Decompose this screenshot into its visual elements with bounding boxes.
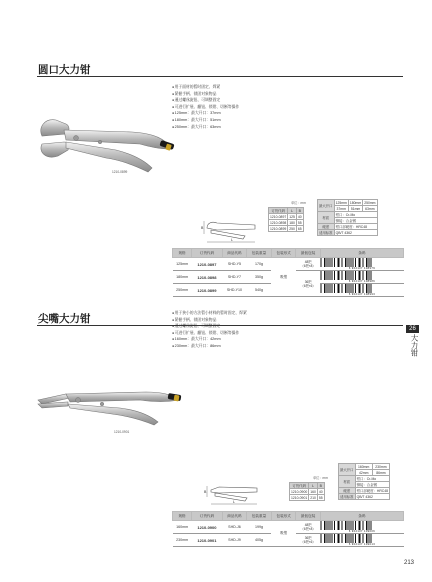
- page-number: 213: [404, 560, 415, 566]
- side-tab-label: 大力钳: [410, 334, 419, 357]
- feature-item: ● 可进行扩展、翻钮、锁钳、切断等操作: [172, 330, 247, 337]
- order-code-cell: 1210-0900: [192, 521, 223, 534]
- dim-header: L: [288, 208, 297, 214]
- dim-B-label: B: [201, 226, 204, 230]
- section2-features: [172, 310, 247, 350]
- spec-cell: 51mm: [348, 206, 362, 212]
- feature-item: ● 180mm：最大开口：51mm: [172, 117, 239, 124]
- spec-standard-label: 适用标准: [340, 495, 354, 499]
- spec-opening-label: 最大开口: [318, 200, 335, 212]
- dim-cell: 180: [289, 220, 295, 225]
- spec-cell: 钳口：Cr-Mo: [355, 476, 389, 482]
- barcode-number: 6 902137 108993: [348, 293, 376, 296]
- long-nose-pliers-image: [36, 378, 184, 428]
- product-header: 条码: [320, 512, 403, 521]
- barcode-cell: [320, 284, 403, 297]
- spec-cell: 86mm: [372, 470, 389, 476]
- spec-cell: 230mm: [173, 534, 192, 547]
- spec-material-label: 材质: [318, 212, 335, 224]
- spec-cell: 钳口：Cr-Mo: [334, 212, 377, 218]
- dim-cell: 1210-0901: [291, 495, 308, 500]
- min-pack-cell: 48把 （6把×8）: [296, 258, 321, 271]
- feature-item: ● 通过螺丝旋钮、可调整固定: [172, 97, 239, 104]
- feature-item: ● 紧握手柄、锁固对象物品: [172, 91, 239, 98]
- barcode-image: [320, 258, 372, 267]
- order-code-cell: 1210-0899: [192, 284, 223, 297]
- dim-cell: 40: [297, 214, 302, 219]
- section2-spec-table: [338, 463, 390, 500]
- section1-spec-table: [317, 199, 378, 236]
- min-pack-cell: 48把 （6把×8）: [296, 521, 321, 534]
- order-code-cell: 1210-0898: [192, 271, 223, 284]
- curved-jaw-pliers-image: [36, 100, 178, 180]
- spec-cell: QB/T 4362: [355, 494, 389, 500]
- barcode-cell: [320, 258, 403, 271]
- product-header: 包装形式: [271, 249, 296, 258]
- section2-unit-label: 单位：mm: [313, 476, 328, 480]
- dim-B-label: B: [204, 490, 207, 494]
- spec-cell: 钳口部硬度：HRC48: [356, 489, 389, 493]
- spec-opening-label: 最大开口: [339, 464, 356, 476]
- barcode-image: [320, 284, 372, 293]
- spec-cell: 250mm: [173, 284, 192, 297]
- feature-item: ● 250mm：最大开口：63mm: [172, 124, 239, 131]
- weight-cell: 405g: [247, 534, 272, 547]
- pack-form-cell: 吸塑: [271, 258, 296, 297]
- section2-code-tag: 1210-0901: [114, 430, 130, 434]
- dim-header: L: [309, 483, 318, 489]
- barcode-number: 6 902137 108986: [348, 280, 376, 283]
- section2-title: 尖嘴大力钳: [38, 313, 91, 325]
- product-header: 条码: [320, 249, 403, 258]
- section1-code-tag: 1210-0899: [112, 170, 128, 174]
- dim-cell: 1210-0900: [291, 489, 308, 494]
- dim-header: B: [296, 208, 303, 214]
- feature-item: ● 用于狭小的方法暂小材料的暂时固定、焊紧: [172, 310, 247, 317]
- spec-standard-label: 适用标准: [319, 231, 333, 235]
- dim-header: B: [317, 483, 324, 489]
- spec-cell: 63mm: [363, 206, 377, 212]
- dim-cell: 65: [297, 226, 302, 231]
- barcode-image: [320, 271, 372, 280]
- product-header: 包装重量: [247, 512, 272, 521]
- dim-cell: 1210-0899: [270, 226, 287, 231]
- spec-cell: 180mm: [349, 200, 362, 205]
- dim-cell: 40: [318, 489, 323, 494]
- feature-item: ● 125mm：最大开口：37mm: [172, 110, 239, 117]
- order-code-cell: 1210-0897: [192, 258, 223, 271]
- feature-item: ● 通过螺丝旋钮、可调整固定: [172, 323, 247, 330]
- product-code-cell: SHD-Y5: [222, 258, 247, 271]
- dim-cell: 250: [289, 226, 295, 231]
- product-header: 商品代码: [222, 249, 247, 258]
- barcode-image: [320, 521, 372, 530]
- spec-cell: 125mm: [335, 200, 347, 205]
- spec-cell: 铆接：合金钢: [355, 482, 389, 488]
- barcode-number: 6 902137 108979: [348, 267, 376, 270]
- barcode-cell: [320, 271, 403, 284]
- product-header: 规格: [173, 512, 192, 521]
- spec-cell: 250mm: [364, 200, 376, 205]
- spec-cell: QB/T 4362: [334, 230, 377, 236]
- spec-cell: 230mm: [372, 464, 389, 470]
- dim-header: 订货代码: [269, 208, 288, 214]
- feature-item: ● 紧握手柄、锁固对象物品: [172, 317, 247, 324]
- product-header: 商品代码: [222, 512, 247, 521]
- weight-cell: 170g: [247, 258, 272, 271]
- section2-dim-table: [289, 482, 325, 501]
- section1-unit-label: 单位：mm: [291, 201, 306, 205]
- product-header: 订货代码: [192, 249, 223, 258]
- dim-header: 订货代码: [290, 483, 309, 489]
- barcode-number: 6 902137 109013: [348, 543, 376, 546]
- dim-cell: 1210-0897: [270, 214, 287, 219]
- feature-item: ● 用于面材的暂时固定、焊紧: [172, 84, 239, 91]
- spec-hardness-label: 硬度: [339, 488, 356, 494]
- spec-cell: 160mm: [173, 521, 192, 534]
- spec-cell: 铆接：合金钢: [334, 218, 377, 224]
- weight-cell: 540g: [247, 284, 272, 297]
- dim-cell: 160: [310, 489, 316, 494]
- product-header: 规格: [173, 249, 192, 258]
- spec-cell: 42mm: [355, 470, 372, 476]
- spec-cell: 160mm: [355, 464, 372, 470]
- product-header: 包装重量: [247, 249, 272, 258]
- spec-cell: 125mm: [173, 258, 192, 271]
- product-code-cell: SHD-J6: [222, 521, 247, 534]
- product-header: 包装形式: [271, 512, 296, 521]
- dim-cell: 55: [318, 495, 323, 500]
- product-header: 最低包装: [296, 249, 321, 258]
- dim-cell: 125: [289, 214, 295, 219]
- section1-title: 圆口大力钳: [38, 64, 91, 76]
- section1-product-table: [172, 248, 404, 297]
- product-code-cell: SHD-Y7: [222, 271, 247, 284]
- weight-cell: 350g: [247, 271, 272, 284]
- spec-hardness-label: 硬度: [318, 224, 335, 230]
- table-row: [173, 258, 404, 271]
- barcode-cell: [320, 521, 403, 534]
- product-code-cell: SHD-Y10: [222, 284, 247, 297]
- spec-cell: 37mm: [334, 206, 348, 212]
- product-code-cell: SHD-J9: [222, 534, 247, 547]
- dim-L-label: L: [233, 500, 235, 504]
- feature-item: ● 230mm：最大开口：86mm: [172, 343, 247, 350]
- barcode-image: [320, 534, 372, 543]
- section1-rule: [37, 76, 403, 77]
- min-pack-cell: 36把 （6把×6）: [296, 271, 321, 297]
- section2-product-table: [172, 511, 404, 547]
- product-header: 最低包装: [296, 512, 321, 521]
- section1-features: [172, 84, 239, 130]
- dim-L-label: L: [231, 238, 233, 242]
- feature-item: ● 可进行扩展、翻钮、锁钳、切断等操作: [172, 104, 239, 111]
- spec-material-label: 材质: [339, 476, 356, 488]
- side-tab-number: 26: [406, 325, 419, 333]
- section1-dim-table: [268, 207, 304, 232]
- spec-cell: 180mm: [173, 271, 192, 284]
- order-code-cell: 1210-0901: [192, 534, 223, 547]
- barcode-number: 6 902137 109006: [348, 530, 376, 533]
- min-pack-cell: 36把 （6把×6）: [296, 534, 321, 547]
- pliers-dimension-drawing: [205, 476, 263, 506]
- table-row: [173, 521, 404, 534]
- feature-item: ● 160mm：最大开口：42mm: [172, 336, 247, 343]
- dim-cell: 55: [297, 220, 302, 225]
- weight-cell: 199g: [247, 521, 272, 534]
- pack-form-cell: 吸塑: [271, 521, 296, 547]
- pliers-dimension-drawing: [203, 212, 261, 244]
- product-header: 订货代码: [192, 512, 223, 521]
- spec-cell: 钳口部硬度：HRC48: [334, 224, 377, 230]
- barcode-cell: [320, 534, 403, 547]
- dim-cell: 1210-0898: [270, 220, 287, 225]
- dim-cell: 210: [310, 495, 316, 500]
